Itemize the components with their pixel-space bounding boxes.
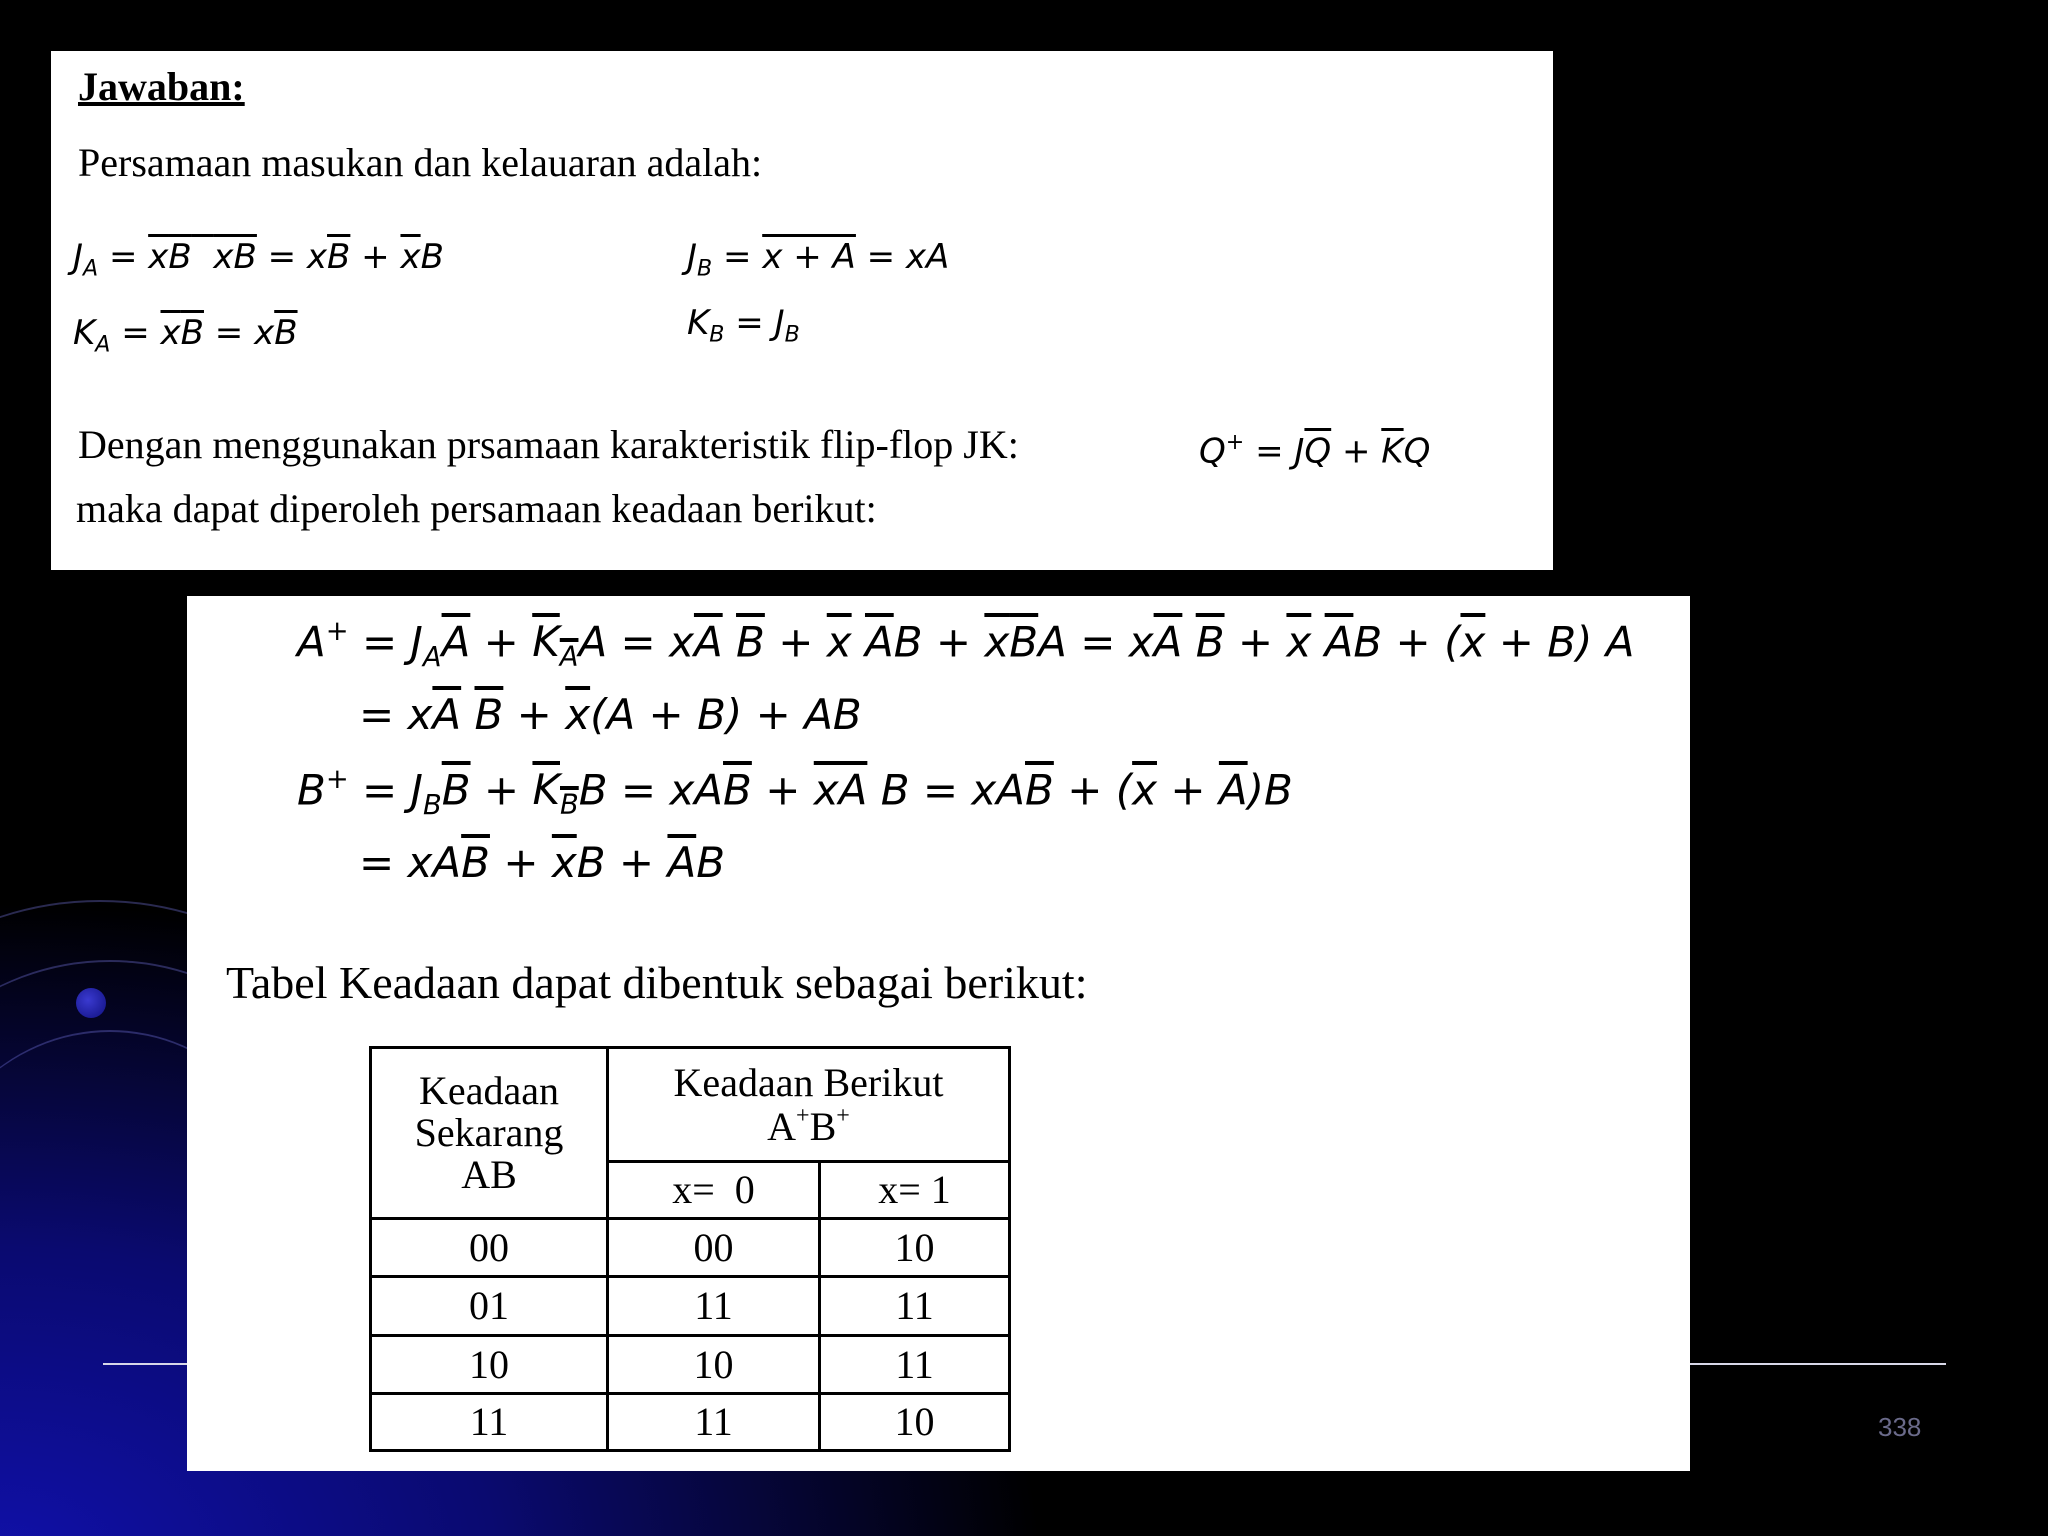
header-current-line: AB xyxy=(461,1152,517,1197)
equation-a-next: $A^+ = J_A\overline{A} + K_AA = x\overline{A}$ $\overline{B} + \overline{x}$ $\overline{A}B$ + xBA = $x\overline{A}$ $\overline{B} + \overline{x}$ $\overline{A}B + (\overline{x} + B)$ A xyxy=(297,616,1635,673)
header-current-state xyxy=(371,1048,608,1219)
table-row xyxy=(371,1336,1010,1394)
equation-jb: $J_B = x + A$ = xA xyxy=(687,237,950,282)
table-cell: 11 xyxy=(820,1277,1010,1336)
header-current-line: Sekarang xyxy=(414,1110,564,1155)
header-var-b: B xyxy=(809,1103,837,1149)
header-x0: x= 0 xyxy=(608,1162,820,1219)
decorative-dot xyxy=(76,988,106,1018)
intro-text: Persamaan masukan dan kelauaran adalah: xyxy=(78,140,763,185)
closing-text: maka dapat diperoleh persamaan keadaan berikut: xyxy=(76,486,877,531)
table-cell: 10 xyxy=(608,1336,820,1394)
equation-b-next-simplified: = $xA\overline{B} + \overline{x}B + \overline{A}B$ xyxy=(359,838,726,887)
jk-characteristic-equation: $Q^+ = J\overline{Q} + \overline{K}Q$ xyxy=(1199,429,1431,472)
answer-heading: Jawaban: xyxy=(78,64,245,109)
table-row xyxy=(371,1277,1010,1336)
table-cell: 10 xyxy=(371,1336,608,1394)
divider-line-right xyxy=(1690,1363,1946,1365)
equation-b-next: $B^+ = J_B\overline{B} + K_BB = xA\overline{B} + \overline{xA}$ $B = xA\overline{B} + (\overline{x} + \overline{A})B$ xyxy=(297,764,1293,821)
table-cell: 00 xyxy=(608,1219,820,1277)
header-plus-a: + xyxy=(796,1102,810,1129)
table-cell: 00 xyxy=(371,1219,608,1277)
table-cell: 10 xyxy=(820,1219,1010,1277)
equation-kb: $K_B = J_B$ xyxy=(687,303,800,348)
table-cell: 11 xyxy=(608,1277,820,1336)
header-plus-b: + xyxy=(836,1102,850,1129)
state-table xyxy=(369,1046,1011,1452)
header-next-line: Keadaan Berikut xyxy=(673,1059,944,1105)
table-cell: 11 xyxy=(371,1394,608,1451)
divider-line-left xyxy=(103,1363,189,1365)
header-var-a: A xyxy=(767,1103,797,1149)
table-intro-text: Tabel Keadaan dapat dibentuk sebagai berikut: xyxy=(226,957,1088,1008)
header-x1: x= 1 xyxy=(820,1162,1010,1219)
table-row xyxy=(371,1394,1010,1451)
header-current-line: Keadaan xyxy=(419,1068,559,1113)
header-next-vars xyxy=(609,1104,1008,1148)
characteristic-text: Dengan menggunakan prsamaan karakteristik flip-flop JK: xyxy=(78,422,1019,467)
table-cell: 10 xyxy=(820,1394,1010,1451)
equation-a-next-simplified: = $x\overline{A}$ $\overline{B} + \overline{x}(A + B)$ + AB xyxy=(359,690,862,739)
answer-panel xyxy=(51,51,1553,570)
header-next-state xyxy=(608,1048,1010,1162)
table-row xyxy=(371,1219,1010,1277)
table-cell: 11 xyxy=(608,1394,820,1451)
equation-ka: $K_A$ = xB = $x\overline{B}$ xyxy=(73,313,298,358)
equation-ja: $J_A$ = xB xB = $x\overline{B} + \overline{x}B$ xyxy=(73,237,444,282)
state-equations-panel xyxy=(187,596,1690,1471)
table-cell: 01 xyxy=(371,1277,608,1336)
page-number: 338 xyxy=(1878,1412,1922,1442)
table-cell: 11 xyxy=(820,1336,1010,1394)
